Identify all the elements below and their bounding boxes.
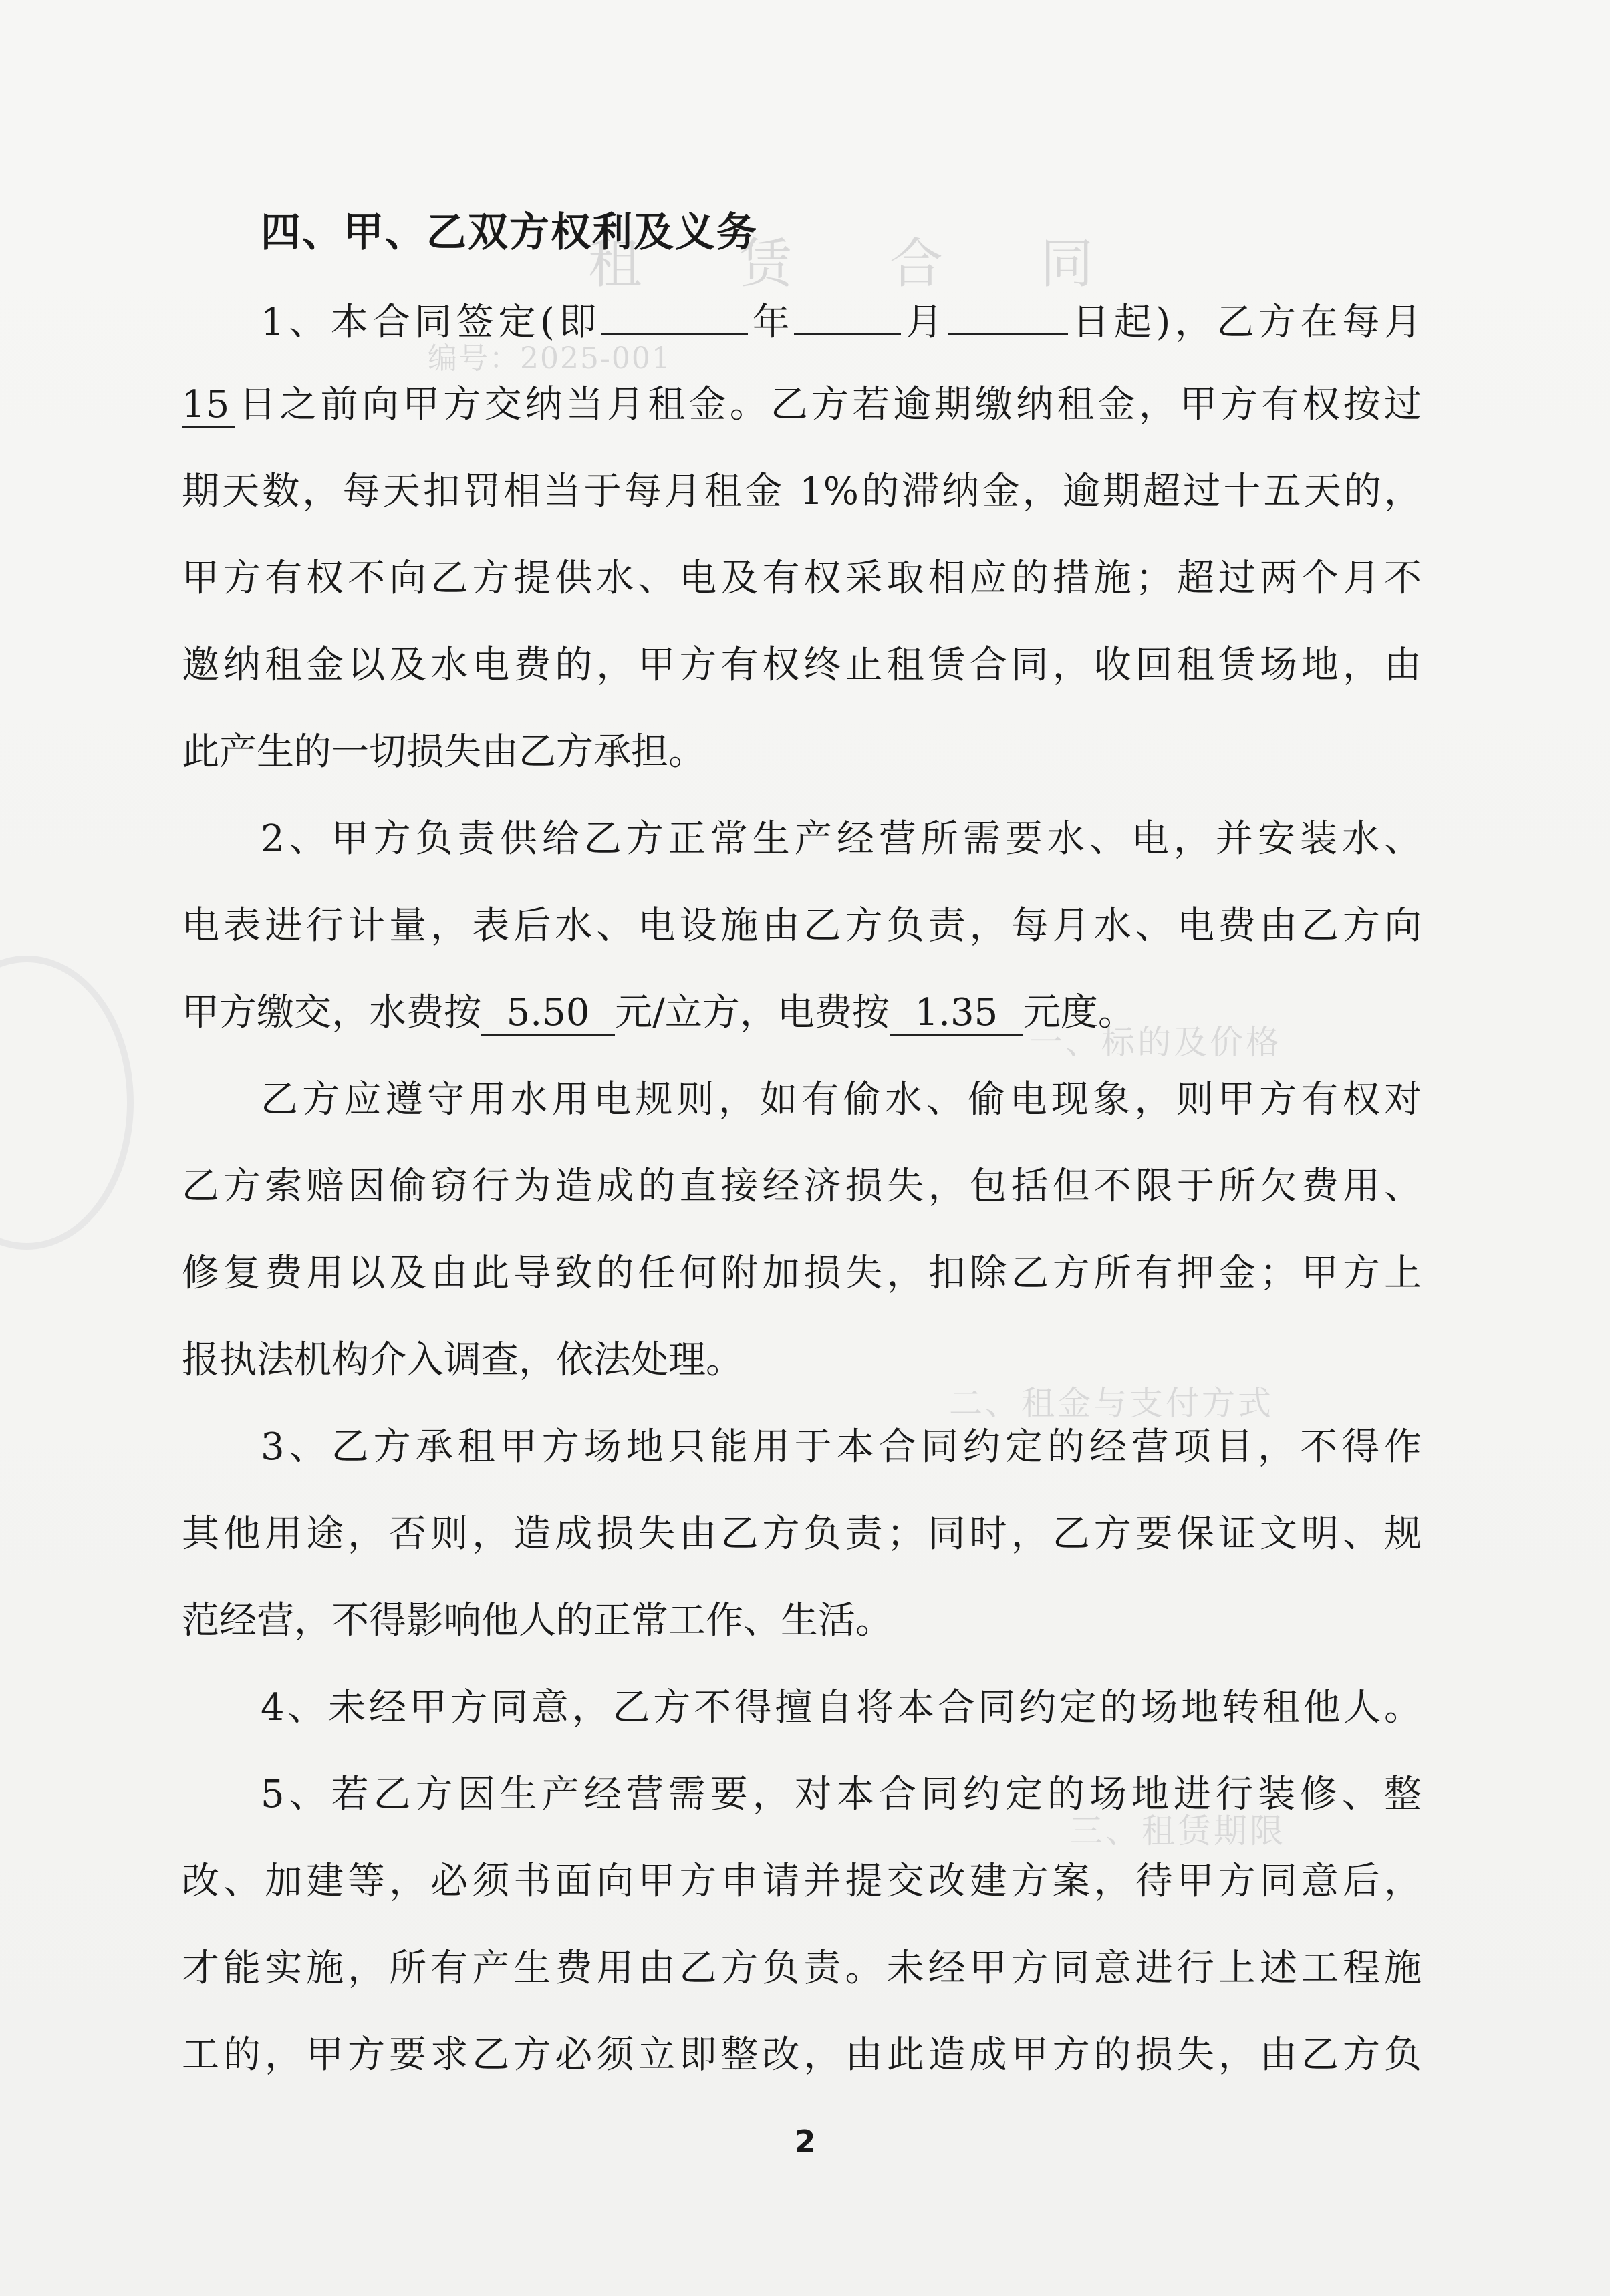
clause2-line1: 2、甲方负责供给乙方正常生产经营所需要水、电，并安装水、 (261, 817, 1422, 861)
rent-due-day: 15 (182, 384, 235, 428)
clause3-line3: 范经营，不得影响他人的正常工作、生活。 (182, 1599, 893, 1642)
clause5-line3: 才能实施，所有产生费用由乙方负责。未经甲方同意进行上述工程施 (182, 1947, 1422, 1990)
water-price: 5.50 (481, 992, 615, 1036)
electricity-price: 1.35 (890, 992, 1023, 1036)
clause2-line3: 甲方缴交，水费按 5.50 元/立方，电费按 1.35 元度。 (182, 991, 1135, 1034)
section-heading: 四、甲、乙双方权利及义务 (261, 209, 758, 256)
sign-day-blank (948, 291, 1068, 335)
clause5-line4: 工的，甲方要求乙方必须立即整改，由此造成甲方的损失，由乙方负 (182, 2033, 1422, 2077)
clause1-line4: 甲方有权不向乙方提供水、电及有权采取相应的措施；超过两个月不 (182, 557, 1422, 600)
clause2-para2-line3: 修复费用以及由此导致的任何附加损失，扣除乙方所有押金；甲方上 (182, 1252, 1422, 1295)
show-through-contract-no: 编号：2025-001 (428, 341, 672, 376)
clause3-line1: 3、乙方承租甲方场地只能用于本合同约定的经营项目，不得作 (261, 1425, 1422, 1469)
clause1-line2: 15 日之前向甲方交纳当月租金。乙方若逾期缴纳租金，甲方有权按过 (182, 383, 1422, 426)
clause1-line3: 期天数，每天扣罚相当于每月租金 1%的滞纳金，逾期超过十五天的， (182, 470, 1422, 513)
clause5-line1: 5、若乙方因生产经营需要，对本合同约定的场地进行装修、整 (261, 1773, 1422, 1816)
clause4-line1: 4、未经甲方同意，乙方不得擅自将本合同约定的场地转租他人。 (261, 1686, 1422, 1729)
page-number: 2 (794, 2124, 816, 2160)
clause1-line5: 邀纳租金以及水电费的，甲方有权终止租赁合同，收回租赁场地，由 (182, 643, 1422, 687)
show-through-section3: 三、租赁期限 (1069, 1812, 1286, 1850)
sign-year-blank (601, 291, 748, 335)
clause2-para2-line2: 乙方索赔因偷窃行为造成的直接经济损失，包括但不限于所欠费用、 (182, 1165, 1422, 1208)
clause2-para2-line4: 报执法机构介入调查，依法处理。 (182, 1338, 743, 1382)
stamp-ghost (0, 956, 134, 1250)
clause1-line1: 1、本合同签定(即 年 月 日起)，乙方在每月 (261, 291, 1422, 345)
sign-month-blank (794, 291, 901, 335)
clause2-line2: 电表进行计量，表后水、电设施由乙方负责，每月水、电费由乙方向 (182, 904, 1422, 948)
clause3-line2: 其他用途，否则，造成损失由乙方负责；同时，乙方要保证文明、规 (182, 1512, 1422, 1556)
show-through-title: 租 赁 合 同 (588, 233, 1134, 295)
clause5-line2: 改、加建等，必须书面向甲方申请并提交改建方案，待甲方同意后， (182, 1860, 1422, 1903)
clause1-line6: 此产生的一切损失由乙方承担。 (182, 730, 706, 774)
show-through-section2: 二、租金与支付方式 (949, 1384, 1274, 1423)
clause2-para2-line1: 乙方应遵守用水用电规则，如有偷水、偷电现象，则甲方有权对 (261, 1078, 1422, 1121)
show-through-section1: 一、标的及价格 (1029, 1023, 1282, 1062)
